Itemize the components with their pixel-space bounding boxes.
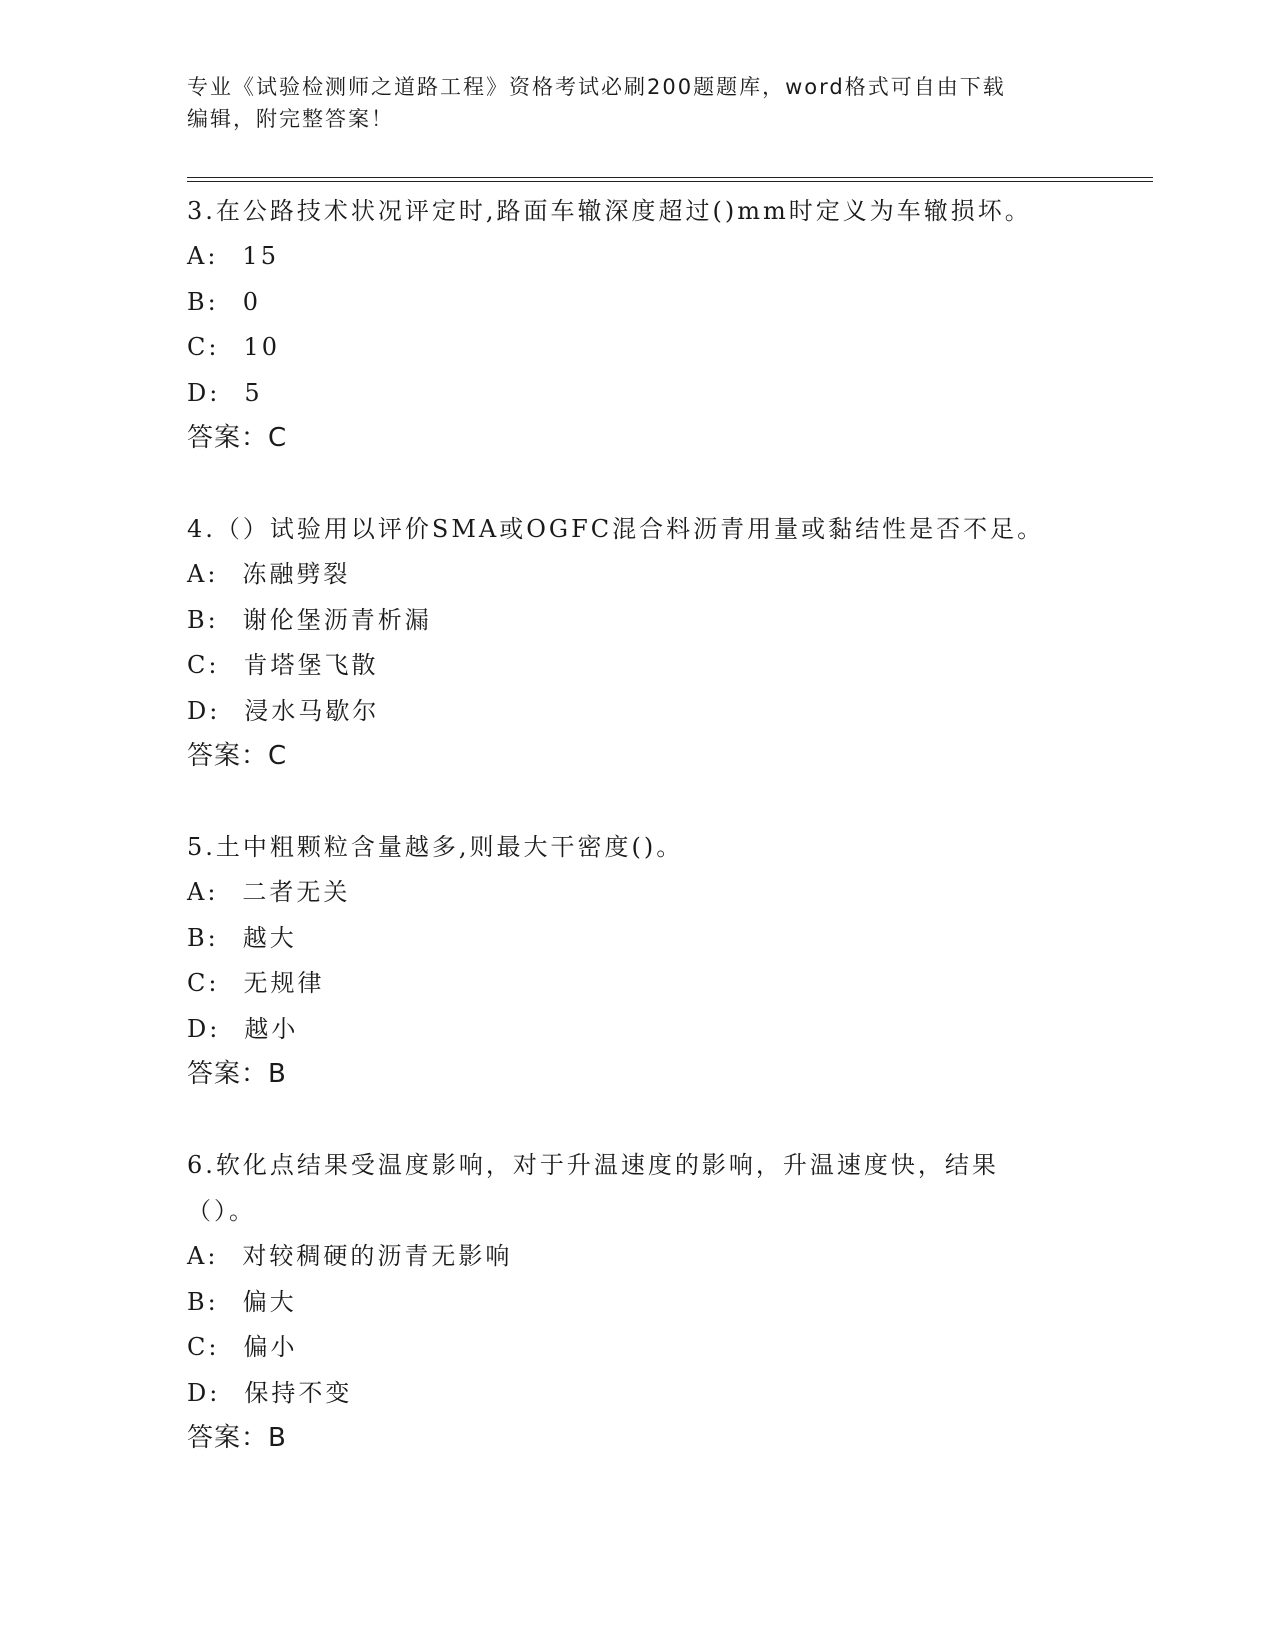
option-d — [187, 1007, 1087, 1053]
option-text: 保持不变 — [244, 1378, 353, 1407]
option-c — [187, 961, 1087, 1007]
document-header — [187, 71, 1067, 135]
option-a — [187, 870, 1087, 916]
option-letter: C: — [187, 1333, 220, 1361]
option-b — [187, 1280, 1087, 1326]
question-stem: 6.软化点结果受温度影响，对于升温速度的影响，升温速度快，结果（）。 — [187, 1151, 999, 1225]
header-line-2: 编辑，附完整答案！ — [187, 107, 394, 131]
question-list — [187, 188, 1087, 1461]
option-letter: A: — [187, 560, 219, 588]
answer-line: 答案：C — [187, 741, 288, 771]
option-letter: A: — [187, 1242, 219, 1270]
option-letter: B: — [187, 605, 219, 634]
option-a — [187, 1234, 1087, 1280]
question-stem: 3.在公路技术状况评定时,路面车辙深度超过()mm时定义为车辙损坏。 — [187, 197, 1032, 225]
option-text: 偏大 — [242, 1287, 297, 1316]
header-line-1: 专业《试验检测师之道路工程》资格考试必刷200题题库，word格式可自由下载 — [187, 75, 1006, 99]
answer-line: 答案：B — [187, 1059, 287, 1089]
option-text: 二者无关 — [242, 878, 351, 906]
header-divider-bottom — [187, 181, 1153, 182]
option-text: 越小 — [244, 1014, 299, 1043]
option-letter: B: — [187, 287, 219, 316]
option-letter: C: — [187, 969, 220, 997]
question-stem: 5.土中粗颗粒含量越多,则最大干密度()。 — [187, 833, 684, 861]
header-divider-top — [187, 177, 1153, 178]
option-text: 0 — [242, 287, 262, 316]
option-letter: C: — [187, 651, 220, 679]
option-letter: B: — [187, 923, 219, 952]
option-a — [187, 234, 1087, 280]
option-text: 5 — [244, 378, 263, 407]
option-c — [187, 643, 1087, 689]
option-letter: C: — [187, 333, 220, 361]
option-a — [187, 552, 1087, 598]
answer-line: 答案：C — [187, 423, 288, 453]
option-text: 越大 — [242, 923, 297, 952]
option-text: 无规律 — [243, 969, 325, 997]
option-letter: A: — [187, 878, 219, 906]
option-d — [187, 1371, 1087, 1417]
option-letter: D: — [187, 1378, 221, 1407]
question-5 — [187, 824, 1087, 1097]
option-d — [187, 371, 1087, 417]
option-text: 10 — [243, 333, 280, 361]
option-letter: A: — [187, 242, 219, 270]
option-text: 偏小 — [243, 1333, 298, 1361]
question-6 — [187, 1142, 1087, 1461]
option-c — [187, 1325, 1087, 1371]
option-letter: D: — [187, 696, 221, 725]
question-stem: 4.（）试验用以评价SMA或OGFC混合料沥青用量或黏结性是否不足。 — [187, 515, 1045, 543]
option-text: 对较稠硬的沥青无影响 — [242, 1242, 513, 1270]
question-4 — [187, 506, 1087, 779]
question-3 — [187, 188, 1087, 461]
option-text: 浸水马歇尔 — [244, 696, 380, 725]
option-b — [187, 916, 1087, 962]
option-letter: B: — [187, 1287, 219, 1316]
option-text: 15 — [242, 242, 279, 270]
option-text: 肯塔堡飞散 — [243, 651, 379, 679]
option-b — [187, 280, 1087, 326]
option-letter: D: — [187, 1014, 221, 1043]
option-text: 谢伦堡沥青析漏 — [242, 605, 432, 634]
option-text: 冻融劈裂 — [242, 560, 351, 588]
answer-line: 答案：B — [187, 1423, 287, 1453]
option-letter: D: — [187, 378, 221, 407]
option-d — [187, 689, 1087, 735]
option-b — [187, 598, 1087, 644]
option-c — [187, 325, 1087, 371]
